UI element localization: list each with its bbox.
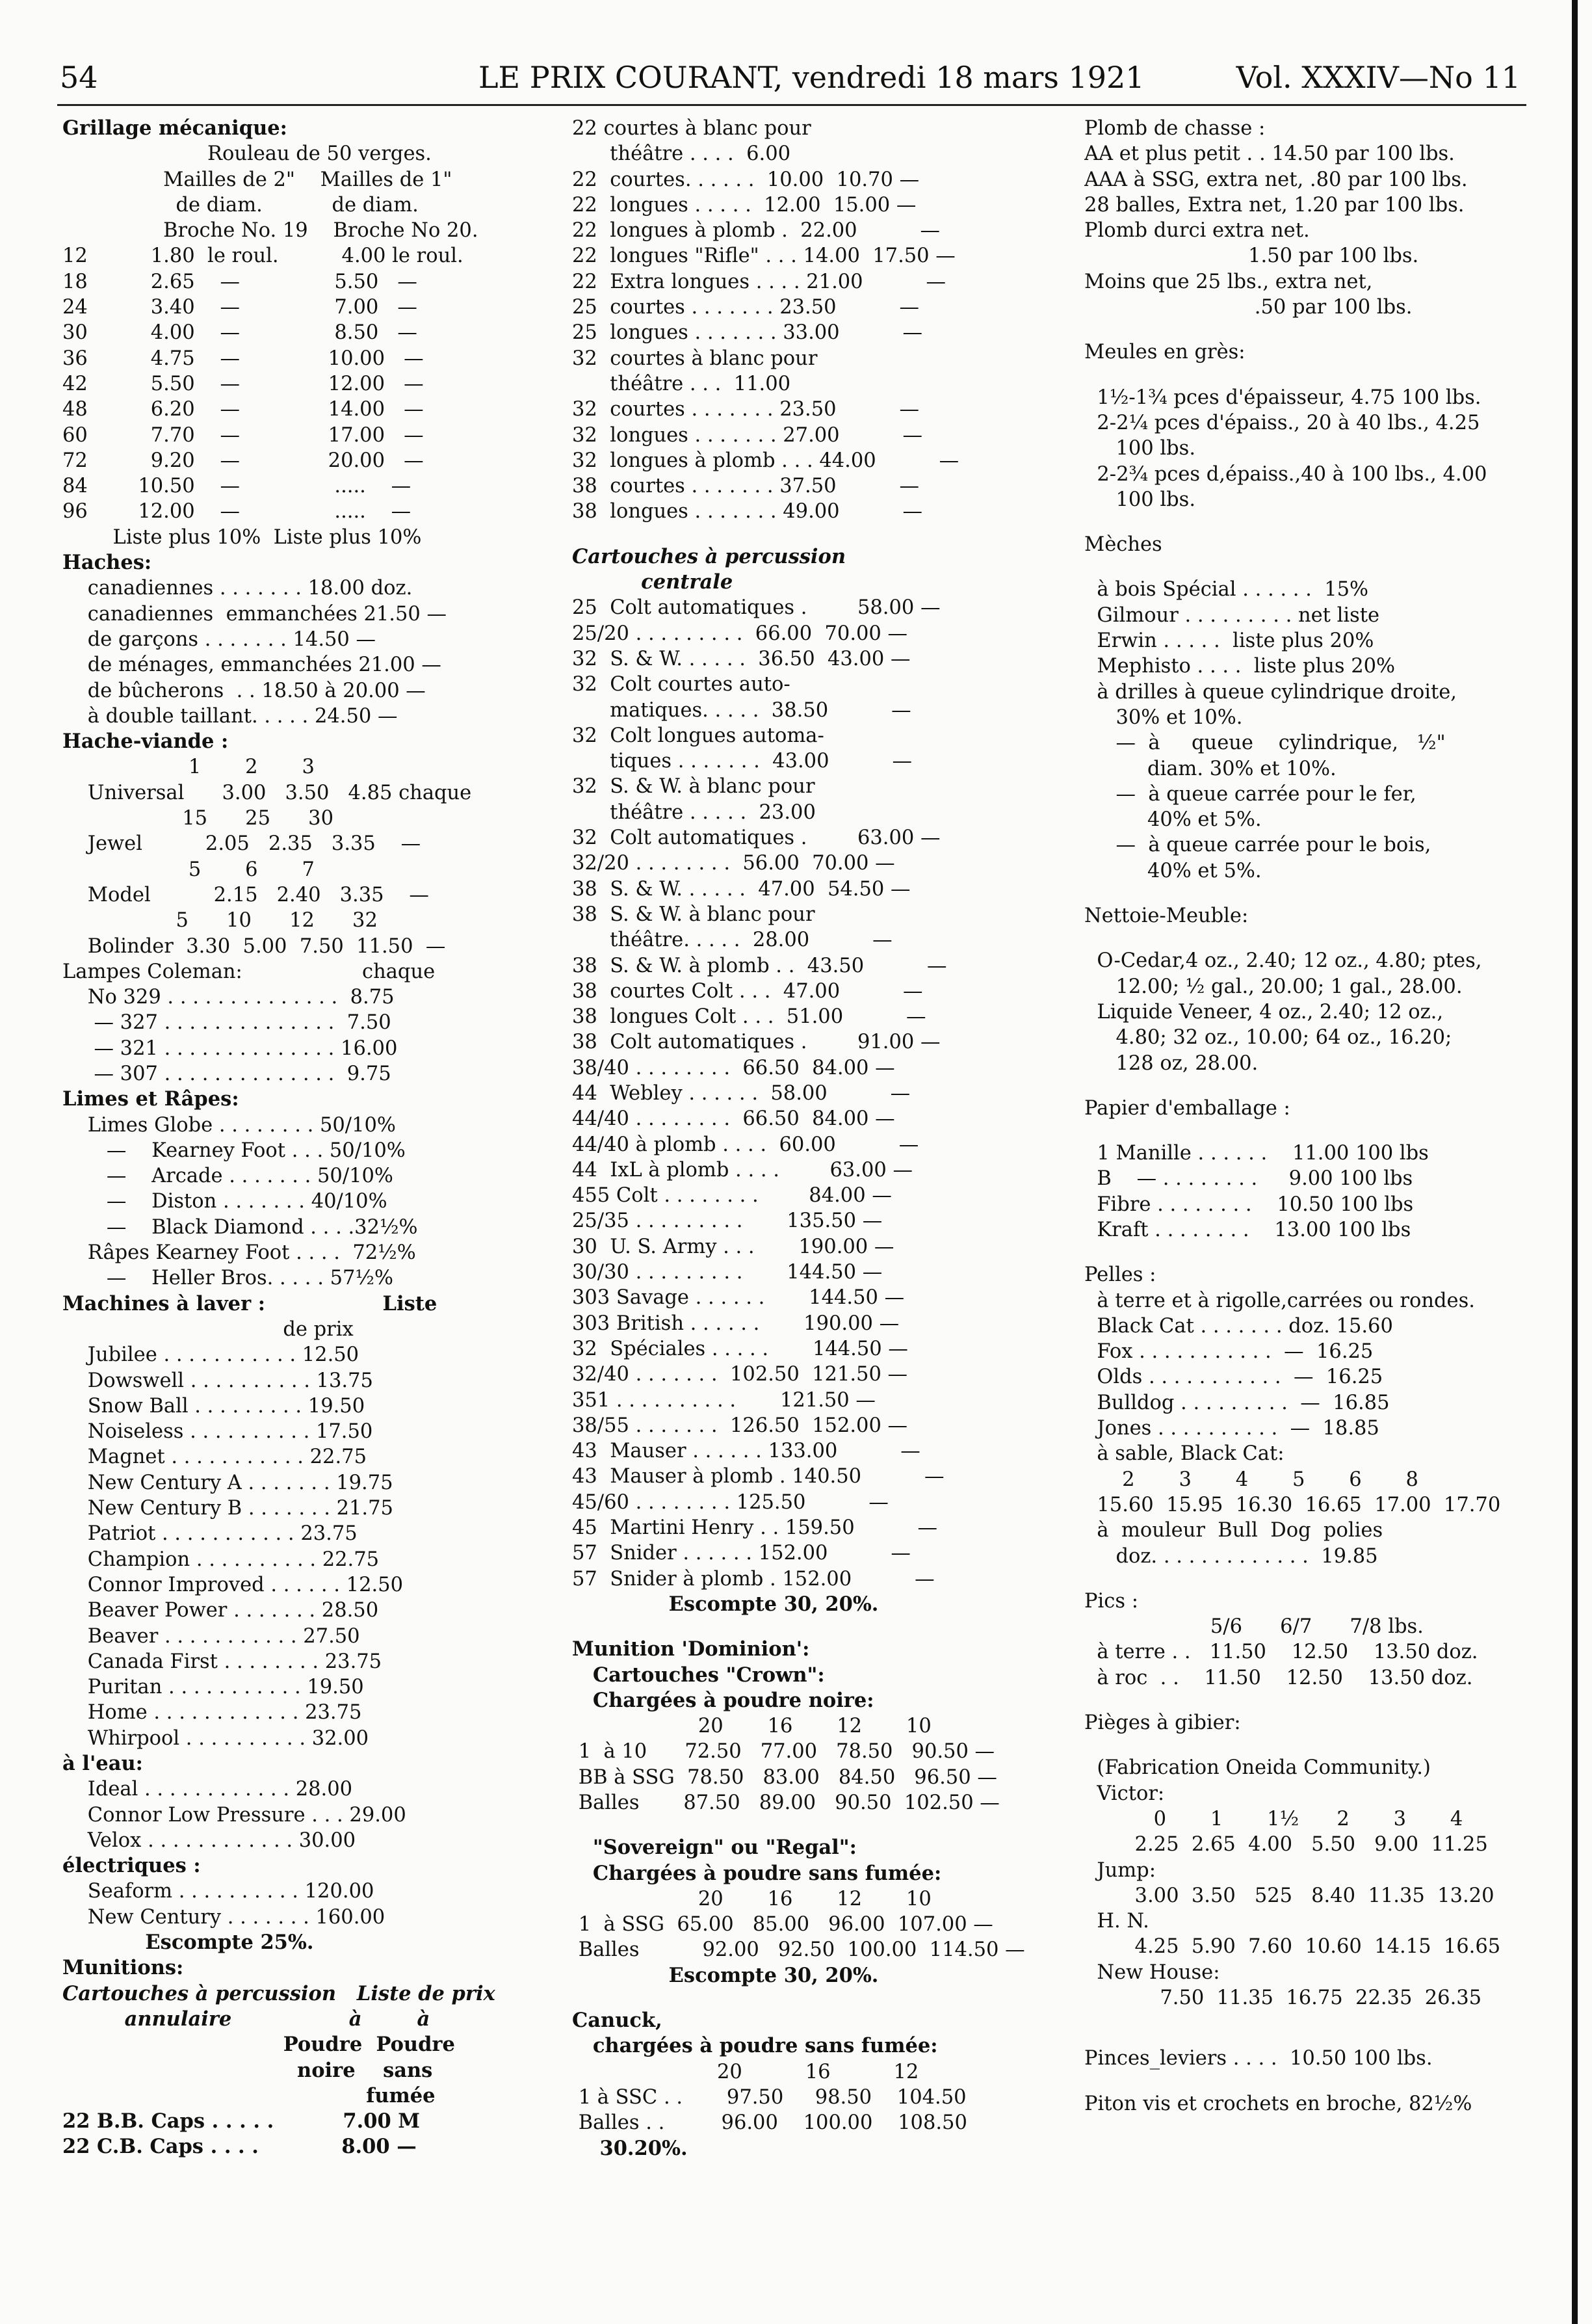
price-line: Balles 87.50 89.00 90.50 102.50 — [572,1791,1000,1814]
section-heading: annulaire à à [62,2007,430,2031]
spacer [1084,2011,1539,2046]
price-line: 18 2.65 — 5.50 — [62,270,417,293]
price-line: 38 S. & W. . . . . . 47.00 54.50 — [572,877,911,901]
price-line: 24 3.40 — 7.00 — [62,296,417,319]
price-line: O-Cedar,4 oz., 2.40; 12 oz., 4.80; ptes, [1084,949,1482,973]
section-heading: Grillage mécanique: [62,116,287,140]
price-line: 38 S. & W. à blanc pour [572,903,815,926]
price-line: Liste plus 10% Liste plus 10% [62,525,422,549]
price-line: Mephisto . . . . liste plus 20% [1084,655,1396,678]
price-line: 22 longues à plomb . 22.00 — [572,219,941,243]
price-line: New House: [1084,1961,1220,1984]
price-line: — 321 . . . . . . . . . . . . . . 16.00 [62,1037,398,1060]
price-line: Broche No. 19 Broche No 20. [62,219,478,243]
section-heading: Chargées à poudre sans fumée: [572,1861,942,1885]
price-line: 30/30 . . . . . . . . . 144.50 — [572,1261,883,1284]
section-heading: Munition 'Dominion': [572,1637,810,1661]
price-line: Fibre . . . . . . . . 10.50 100 lbs [1084,1193,1414,1216]
price-line: Mèches [1084,533,1162,557]
price-line: 30 4.00 — 8.50 — [62,321,417,345]
price-line: Plomb de chasse : [1084,117,1266,140]
price-line: 28 balles, Extra net, 1.20 par 100 lbs. [1084,193,1465,217]
price-line: à double taillant. . . . . 24.50 — [62,704,398,728]
price-line: 100 lbs. [1084,437,1196,460]
price-line: 15 25 30 [62,807,333,830]
price-line: 38 courtes Colt . . . 47.00 — [572,979,923,1003]
price-line: à drilles à queue cylindrique droite, [1084,680,1457,704]
price-line: No 329 . . . . . . . . . . . . . . 8.75 [62,986,395,1009]
spacer [1084,512,1539,532]
price-line: 44/40 à plomb . . . . 60.00 — [572,1133,919,1156]
price-line: Balles 92.00 92.50 100.00 114.50 — [572,1938,1025,1962]
price-line: Velox . . . . . . . . . . . . 30.00 [62,1829,356,1852]
price-line: 1 à SSC . . 97.50 98.50 104.50 [572,2085,967,2109]
price-line: Whirpool . . . . . . . . . . 32.00 [62,1726,369,1750]
price-line: Bolinder 3.30 5.00 7.50 11.50 — [62,934,446,958]
price-line: Jump: [1084,1858,1156,1882]
price-line: Ideal . . . . . . . . . . . . 28.00 [62,1778,353,1801]
price-line: — Arcade . . . . . . . 50/10% [62,1165,393,1188]
price-line: — à queue cylindrique, ½" [1084,732,1446,755]
price-line: 38 longues . . . . . . . 49.00 — [572,500,923,523]
price-line: Piton vis et crochets en broche, 82½% [1084,2092,1472,2115]
section-heading: électriques : [62,1854,201,1878]
price-line: 5 6 7 [62,858,315,881]
section-heading: Cartouches à percussion Liste de prix [62,1981,495,2005]
price-line: Balles . . 96.00 100.00 108.50 [572,2111,967,2135]
price-line: de ménages, emmanchées 21.00 — [62,654,441,677]
price-line: 38 courtes . . . . . . . 37.50 — [572,475,920,498]
spacer [1084,1121,1539,1141]
section-heading: fumée [62,2083,436,2107]
price-line: 22 longues "Rifle" . . . 14.00 17.50 — [572,244,956,268]
price-line: Jewel 2.05 2.35 3.35 — [62,832,421,856]
price-line: 1 Manille . . . . . . 11.00 100 lbs [1084,1142,1429,1165]
price-line: 38 S. & W. à plomb . . 43.50 — [572,954,947,977]
price-line: Plomb durci extra net. [1084,219,1310,243]
price-line: Râpes Kearney Foot . . . . 72½% [62,1241,416,1265]
price-line: 36 4.75 — 10.00 — [62,347,424,370]
price-line: de garçons . . . . . . . 14.50 — [62,627,376,651]
section-heading: 30.20%. [572,2136,688,2160]
price-line: 32 longues à plomb . . . 44.00 — [572,449,959,472]
price-line: 38/55 . . . . . . . 126.50 152.00 — [572,1414,908,1437]
section-heading: Haches: [62,551,152,575]
price-line: 22 longues . . . . . 12.00 15.00 — [572,193,917,217]
price-line: 84 10.50 — ..... — [62,475,411,498]
price-line: Black Cat . . . . . . . doz. 15.60 [1084,1314,1393,1338]
price-line: 30% et 10%. [1084,706,1243,729]
price-line: 100 lbs. [1084,488,1196,511]
price-line: 12.00; ½ gal., 20.00; 1 gal., 28.00. [1084,975,1463,998]
price-line: 32 Colt longues automa- [572,724,824,747]
spacer [1084,557,1539,577]
price-line: Lampes Coleman: chaque [62,960,436,983]
spacer [1084,884,1539,903]
spacer [572,1816,1027,1835]
section-heading: noire sans [62,2058,433,2082]
price-line: canadiennes . . . . . . . 18.00 doz. [62,577,413,600]
price-line: à bois Spécial . . . . . . 15% [1084,578,1369,601]
price-line: Beaver . . . . . . . . . . . 27.50 [62,1624,360,1648]
price-column-1 [62,116,517,2160]
price-line: 22 courtes. . . . . . 10.00 10.70 — [572,168,920,191]
price-line: 128 oz, 28.00. [1084,1051,1259,1075]
price-line: de prix [62,1317,354,1341]
price-line: B — . . . . . . . . 9.00 100 lbs [1084,1167,1413,1191]
price-line: 1 à 10 72.50 77.00 78.50 90.50 — [572,1740,995,1763]
price-line: 25 Colt automatiques . 58.00 — [572,596,941,620]
spacer [1084,365,1539,385]
price-line: à terre . . 11.50 12.50 13.50 doz. [1084,1641,1478,1664]
spacer [1084,2072,1539,2091]
price-line: 60 7.70 — 17.00 — [62,423,424,447]
price-line: 20 16 12 10 [572,1887,932,1910]
price-line: Mailles de 2" Mailles de 1" [62,168,452,191]
price-line: — Kearney Foot . . . 50/10% [62,1139,406,1162]
spacer [1084,1736,1539,1755]
price-line: 96 12.00 — ..... — [62,500,411,523]
spacer [1084,1076,1539,1096]
price-line: — Black Diamond . . . .32½% [62,1215,418,1239]
price-line: 1 à SSG 65.00 85.00 96.00 107.00 — [572,1913,993,1936]
price-line: — Diston . . . . . . . 40/10% [62,1190,387,1213]
page-edge-shadow [1572,0,1578,2324]
section-heading: Escompte 30, 20%. [572,1592,879,1616]
price-line: 57 Snider . . . . . . 152.00 — [572,1542,911,1565]
price-line: — 307 . . . . . . . . . . . . . . 9.75 [62,1062,391,1085]
price-line: — à queue carrée pour le fer, [1084,782,1416,806]
price-line: Olds . . . . . . . . . . . — 16.25 [1084,1366,1383,1389]
section-heading: "Sovereign" ou "Regal": [572,1836,857,1860]
section-heading: 22 C.B. Caps . . . . 8.00 — [62,2135,417,2159]
price-line: Snow Ball . . . . . . . . . 19.50 [62,1394,365,1418]
section-heading: 22 B.B. Caps . . . . . 7.00 M [62,2109,421,2133]
price-line: 7.50 11.35 16.75 22.35 26.35 [1084,1987,1482,2009]
price-line: Puritan . . . . . . . . . . . 19.50 [62,1676,364,1699]
price-line: canadiennes emmanchées 21.50 — [62,602,447,626]
spacer [1084,320,1539,339]
price-line: Home . . . . . . . . . . . . 23.75 [62,1701,362,1724]
price-line: 303 Savage . . . . . . 144.50 — [572,1286,905,1310]
price-line: 43 Mauser . . . . . . 133.00 — [572,1440,920,1463]
price-line: Jubilee . . . . . . . . . . . 12.50 [62,1343,359,1367]
price-line: 351 . . . . . . . . . . 121.50 — [572,1388,876,1412]
price-line: 42 5.50 — 12.00 — [62,372,424,395]
section-heading: Hache-viande : [62,730,229,754]
price-line: 3.00 3.50 525 8.40 11.35 13.20 [1084,1884,1494,1907]
price-line: Noiseless . . . . . . . . . . 17.50 [62,1420,373,1444]
price-line: 2 3 4 5 6 8 [1084,1468,1418,1491]
price-line: 48 6.20 — 14.00 — [62,398,424,421]
masthead-title: LE PRIX COURANT, vendredi 18 mars 1921 [478,60,1145,95]
price-line: Seaform . . . . . . . . . . 120.00 [62,1880,374,1903]
price-line: de bûcherons . . 18.50 à 20.00 — [62,679,426,702]
price-line: 2.25 2.65 4.00 5.50 9.00 11.25 [1084,1833,1488,1856]
price-line: 57 Snider à plomb . 152.00 — [572,1567,935,1591]
price-line: 25 longues . . . . . . . 33.00 — [572,321,923,345]
price-line: Victor: [1084,1782,1165,1805]
price-line: Patriot . . . . . . . . . . . 23.75 [62,1522,358,1546]
section-heading: Escompte 25%. [62,1931,314,1955]
price-line: 32 Colt courtes auto- [572,673,790,696]
price-line: 32/40 . . . . . . . 102.50 121.50 — [572,1363,908,1386]
price-line: 32 longues . . . . . . . 27.00 — [572,423,923,447]
price-line: doz. . . . . . . . . . . . . 19.85 [1084,1544,1378,1568]
price-line: 1.50 par 100 lbs. [1084,244,1419,268]
price-line: (Fabrication Oneida Community.) [1084,1756,1431,1780]
price-line: Meules en grès: [1084,341,1246,364]
price-line: 32 S. & W. . . . . . 36.50 43.00 — [572,647,911,670]
price-line: diam. 30% et 10%. [1084,757,1337,780]
price-line: Pelles : [1084,1263,1156,1287]
price-line: 32 S. & W. à blanc pour [572,775,815,799]
price-line: à roc . . 11.50 12.50 13.50 doz. [1084,1666,1473,1689]
price-line: Fox . . . . . . . . . . . — 16.25 [1084,1340,1374,1364]
spacer [1084,1691,1539,1710]
price-line: Liquide Veneer, 4 oz., 2.40; 12 oz., [1084,1000,1444,1023]
price-line: — à queue carrée pour le bois, [1084,834,1431,857]
price-line: 303 British . . . . . . 190.00 — [572,1312,900,1335]
section-heading: Machines à laver : Liste [62,1291,437,1315]
price-line: — 327 . . . . . . . . . . . . . . 7.50 [62,1011,391,1035]
price-line: 72 9.20 — 20.00 — [62,449,424,472]
price-line: Dowswell . . . . . . . . . . 13.75 [62,1369,373,1392]
price-line: New Century B . . . . . . . 21.75 [62,1497,393,1520]
section-heading: Limes et Râpes: [62,1087,239,1111]
price-line: 30 U. S. Army . . . 190.00 — [572,1235,894,1258]
price-line: 40% et 5%. [1084,859,1262,882]
price-line: 22 courtes à blanc pour [572,117,811,140]
price-line: 38 longues Colt . . . 51.00 — [572,1005,926,1029]
section-heading: Poudre Poudre [62,2033,455,2057]
section-heading: Cartouches à percussion [572,544,846,568]
price-line: Beaver Power . . . . . . . 28.50 [62,1599,379,1622]
price-line: 20 16 12 [572,2060,919,2083]
spacer [1084,1243,1539,1262]
price-line: 2-2¾ pces d,épaiss.,40 à 100 lbs., 4.00 [1084,462,1487,486]
price-line: Canada First . . . . . . . . 23.75 [62,1650,382,1673]
price-line: 5/6 6/7 7/8 lbs. [1084,1615,1424,1639]
price-line: Pièges à gibier: [1084,1711,1241,1735]
price-line: New Century A . . . . . . . 19.75 [62,1471,393,1494]
section-heading: Chargées à poudre noire: [572,1688,874,1712]
price-line: 44 IxL à plomb . . . . 63.00 — [572,1158,913,1182]
price-line: 38/40 . . . . . . . . 66.50 84.00 — [572,1056,895,1079]
price-line: .50 par 100 lbs. [1084,296,1413,319]
price-line: 15.60 15.95 16.30 16.65 17.00 17.70 [1084,1493,1501,1516]
price-line: Connor Low Pressure . . . 29.00 [62,1803,406,1827]
price-line: Papier d'emballage : [1084,1096,1290,1120]
price-line: — Heller Bros. . . . . 57½% [62,1267,393,1290]
section-heading: à l'eau: [62,1752,143,1775]
spacer [572,1988,1027,2008]
price-line: 2-2¼ pces d'épaiss., 20 à 40 lbs., 4.25 [1084,411,1480,434]
price-line: 0 1 1½ 2 3 4 [1084,1807,1463,1830]
price-line: matiques. . . . . 38.50 — [572,698,911,722]
price-line: Nettoie-Meuble: [1084,905,1249,928]
price-line: 32 courtes . . . . . . . 23.50 — [572,398,920,421]
price-column-2 [572,116,1027,2161]
section-heading: centrale [572,570,733,594]
price-line: de diam. de diam. [62,193,419,217]
price-line: 44/40 . . . . . . . . 66.50 84.00 — [572,1107,895,1131]
price-line: 20 16 12 10 [572,1715,932,1738]
price-line: 1½-1¾ pces d'épaisseur, 4.75 100 lbs. [1084,386,1481,409]
spacer [1084,929,1539,948]
price-line: théâtre . . . . 6.00 [572,142,791,166]
price-line: New Century . . . . . . . 160.00 [62,1905,385,1929]
price-line: Bulldog . . . . . . . . . — 16.85 [1084,1391,1390,1414]
price-line: Limes Globe . . . . . . . . 50/10% [62,1113,396,1137]
price-line: AA et plus petit . . 14.50 par 100 lbs. [1084,142,1455,166]
price-line: 4.25 5.90 7.60 10.60 14.15 16.65 [1084,1935,1501,1959]
price-line: 32 Colt automatiques . 63.00 — [572,826,941,850]
price-line: 25 courtes . . . . . . . 23.50 — [572,296,920,319]
price-line: 25/35 . . . . . . . . . 135.50 — [572,1209,883,1233]
price-line: théâtre . . . . . 23.00 [572,800,816,824]
price-line: Kraft . . . . . . . . 13.00 100 lbs [1084,1218,1411,1241]
price-line: 44 Webley . . . . . . 58.00 — [572,1081,911,1105]
price-line: Champion . . . . . . . . . . 22.75 [62,1548,380,1571]
price-line: Erwin . . . . . liste plus 20% [1084,629,1374,653]
spacer [1084,1569,1539,1589]
price-line: Pinces_leviers . . . . 10.50 100 lbs. [1084,2047,1433,2070]
price-line: Jones . . . . . . . . . . — 18.85 [1084,1417,1379,1440]
price-line: à terre et à rigolle,carrées ou rondes. [1084,1289,1475,1312]
price-line: 5 10 12 32 [62,909,378,932]
price-line: 45/60 . . . . . . . . 125.50 — [572,1490,889,1514]
price-line: à mouleur Bull Dog polies [1084,1519,1383,1542]
section-heading: Canuck, [572,2009,662,2033]
section-heading: chargées à poudre sans fumée: [572,2034,938,2058]
price-line: Pics : [1084,1589,1138,1613]
section-heading: Munitions: [62,1956,184,1980]
price-line: H. N. [1084,1910,1149,1933]
price-line: 45 Martini Henry . . 159.50 — [572,1516,938,1540]
price-line: théâtre. . . . . 28.00 — [572,929,893,952]
volume-number: Vol. XXXIV—No 11 [1236,60,1520,95]
price-line: Universal 3.00 3.50 4.85 chaque [62,781,472,804]
price-line: 32 courtes à blanc pour [572,347,818,370]
price-line: Moins que 25 lbs., extra net, [1084,270,1373,293]
section-heading: Escompte 30, 20%. [572,1963,879,1987]
price-line: tiques . . . . . . . 43.00 — [572,750,912,773]
price-line: 40% et 5%. [1084,808,1262,832]
price-line: 22 Extra longues . . . . 21.00 — [572,270,946,293]
price-column-3 [1084,116,1539,2117]
price-line: Gilmour . . . . . . . . . net liste [1084,603,1380,627]
price-line: 455 Colt . . . . . . . . 84.00 — [572,1184,892,1208]
price-line: BB à SSG 78.50 83.00 84.50 96.50 — [572,1765,997,1789]
price-line: 32 Spéciales . . . . . 144.50 — [572,1337,908,1360]
price-line: à sable, Black Cat: [1084,1442,1285,1466]
price-line: 25/20 . . . . . . . . . 66.00 70.00 — [572,622,908,645]
price-line: Rouleau de 50 verges. [62,142,432,166]
price-line: Connor Improved . . . . . . 12.50 [62,1573,403,1596]
price-line: 32/20 . . . . . . . . 56.00 70.00 — [572,852,895,875]
price-line: 12 1.80 le roul. 4.00 le roul. [62,244,463,268]
spacer [572,525,1027,544]
spacer [572,1617,1027,1637]
price-line: théâtre . . . 11.00 [572,372,791,395]
price-line: Model 2.15 2.40 3.35 — [62,883,429,906]
price-line: 4.80; 32 oz., 10.00; 64 oz., 16.20; [1084,1026,1452,1050]
price-line: Magnet . . . . . . . . . . . 22.75 [62,1446,367,1469]
page-number: 54 [60,60,98,95]
price-line: AAA à SSG, extra net, .80 par 100 lbs. [1084,168,1468,191]
section-heading: Cartouches "Crown": [572,1663,825,1687]
price-line: 43 Mauser à plomb . 140.50 — [572,1465,945,1488]
header-rule [57,104,1526,106]
price-line: 38 Colt automatiques . 91.00 — [572,1031,941,1054]
price-line: 1 2 3 [62,756,315,779]
